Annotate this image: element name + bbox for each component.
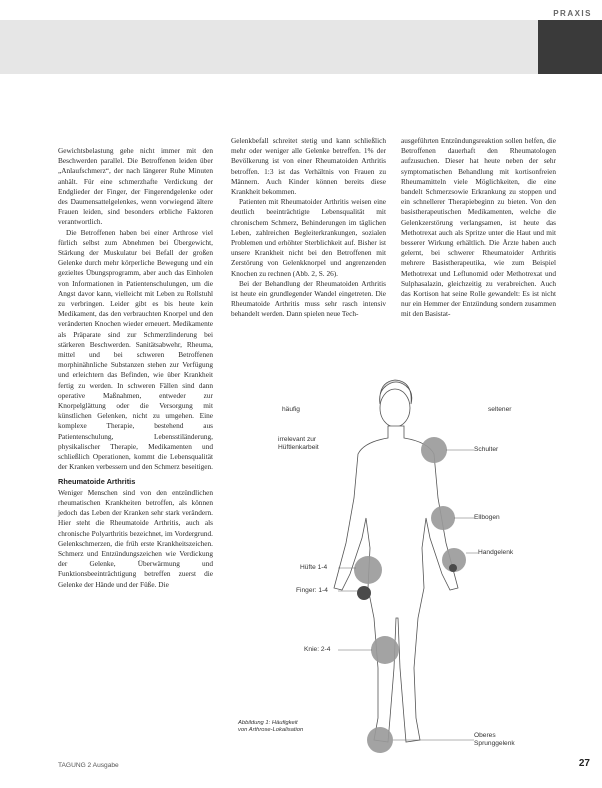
col2-paragraph-2: Patienten mit Rheumatoider Arthritis weisen eine deutlich beeinträchtigte Lebensqualität mit chronischem Schmerz, Behinderungen im täglichen Leben, zahlreichen Begleiterkrankungen, sozialen Problemen und erhöhter Sterblichkeit auf. Bisher ist unsere Krankheit nicht bei den Betroffenen mit Zerstörung von Gelenkknorpel und angrenzenden Knochen zu rechnen (Abb. 2, S. 26).: [231, 197, 386, 278]
header-band: [0, 20, 538, 74]
label-knie: Knie: 2-4: [304, 646, 331, 653]
page-number: 27: [578, 758, 590, 769]
text-column-3: [401, 136, 556, 320]
joint-knie: [371, 636, 399, 664]
col1-paragraph-3: Weniger Menschen sind von den entzündlichen rheumatischen Krankheiten betroffen, als können jedoch das Leben der Kranken sehr stark verändern. Hier steht die Rheumatoide Arthritis, auch als chronische Polyarthritis bezeichnet, im Vordergrund. Gelenkschmerzen, die früh erste Krankheitszeichen. Schmerz und Entzündungszeichen wie Verdickung der Gelenke, Überwärmung und Funktionsbeeinträchtigung betreffen zuerst die Gelenke der Hände und der Füße. Die: [58, 487, 213, 589]
col3-paragraph-1: ausgeführten Entzündungsreaktion sollen helfen, die Betroffenen dauerhaft den Rheumatologen aufzusuchen. Dieser hat heute neben der sehr symptomatischen Behandlung mit kortisonfreien Rheumamitteln viele Möglichkeiten, die eine bandelt Schmerzsowie Erkrankung zu stoppen und ein schnellerer Therapiebeginn zu bieten. Von den basistherapeutischen Medikamenten, welche die Gelenkzerstörung verlangsamen, ist heute das Methotrexat auch als Spritze unter die Haut und mit besserer Wirkung erhältlich. Die Ärzte haben auch gelernt, bei schwerer Rheumatoider Arthritis mehrere Basistherapeutika, wie zum Beispiel Methotrexat und Leflunomid oder Methotrexat und Sulphasalazin, gleichzeitig zu verabreichen. Auch das Kortison hat seine Rolle gewandelt: Es ist nicht nur ein Hemmer der Entzündung sondern zusammen mit den Basistat-: [401, 136, 556, 319]
header-dark-block: [538, 20, 602, 74]
label-finger: Finger: 1-4: [296, 587, 328, 594]
label-handgelenk: Handgelenk: [478, 549, 514, 556]
joint-ellbogen: [431, 506, 455, 530]
label-irrelevant: irrelevant zur Hüftlenkarbeit: [278, 436, 319, 451]
col1-paragraph-1: Gewichtsbelastung gehe nicht immer mit den Beschwerden parallel. Die Betroffenen leiden über „Anlaufschmerz“, der nach längerer Ruhe Minuten anhält. Für eine schmerzhafte Verdickung der Endglieder der Finger, der Fingerendgelenke oder des Daumensattelgelenkes, wenn vorwiegend ältere Frauen leiden, sind besonders erbliche Faktoren verantwortlich.: [58, 146, 213, 227]
joint-handgelenk-dot: [449, 564, 457, 572]
legend-haeufig: häufig: [282, 406, 300, 413]
joint-sprung: [367, 727, 393, 753]
torso-outline: [334, 426, 458, 742]
label-huefte: Hüfte 1-4: [300, 564, 328, 571]
head-outline: [380, 389, 410, 427]
joint-finger: [357, 586, 371, 600]
page-header: [0, 0, 602, 20]
body-illustration: [238, 368, 558, 764]
joint-schulter: [421, 437, 447, 463]
col1-paragraph-2: Die Betroffenen haben bei einer Arthrose viel fürlich selbst zum Abnehmen bei Übergewicht, Stärkung der Muskulatur bei Befall der großen Gelenke durch mehr körperliche Bewegung und ein gezieltes Übungsprogramm, aber auch das Einholen von Informationen in Patientenschulungen, um die Angst davor kann, vielleicht mit Leben zu Rollstuhl zu verbringen. Leider gibt es bis heute kein Medikament, das den verbrauchten Knorpel und den veränderten Knochen wieder erneuert. Medikamente als Präparate sind zur Schmerzlinderung bei stärkeren Beschwerden. Sanitätsabwehr, Rheuma, mittel und bei schweren Betroffenen morphinähnliche Substanzen stehen zur Verfügung und erleichtern das Befinden, wie über Krankheit fertig zu werden. In schweren Fällen sind dann operative Maßnahmen, entweder zur Knorpelglättung oder die Versorgung mit künstlichen Gelenken, nicht zu umgehen. Eine komplexe Therapie, bestehend aus Patientenschulung, Lebensstiländerung, physikalischer Therapie, Medikamenten und schließlich Operationen, kommt die Lebensqualität der Kranken verbessern und den Schmerz beseitigen.: [58, 227, 214, 472]
legend-seltener: seltener: [488, 406, 512, 413]
label-sprunggelenk: Oberes Sprunggelenk: [474, 732, 515, 747]
label-schulter: Schulter: [474, 446, 499, 453]
text-column-1: [58, 146, 213, 590]
footer-publication: TAGUNG 2 Ausgabe: [58, 762, 119, 769]
col2-paragraph-1: Gelenkbefall schreitet stetig und kann schließlich mehr oder weniger alle Gelenke betreffen. 1% der Bevölkerung ist von einer Rheumatoiden Arthritis betroffen. 1:3 ist das Verhältnis von Frauen zu Männern. Auch Kinder können bereits diese Krankheit bekommen.: [231, 136, 386, 197]
label-ellbogen: Ellbogen: [474, 514, 500, 521]
section-label: PRAXIS: [553, 9, 592, 18]
arthrosis-body-figure: [238, 368, 558, 764]
subheading-rheumatoide-arthritis: Rheumatoide Arthritis: [58, 476, 136, 486]
figure-caption: Abbildung 1: Häufigkeit von Arthrose-Lokalisation: [238, 720, 304, 733]
col2-paragraph-3: Bei der Behandlung der Rheumatoiden Arthritis ist heute ein grundlegender Wandel eingetreten. Die Rheumatoide Arthritis muss sehr rasch intensiv behandelt werden. Dann spielen neue Tech-: [231, 278, 386, 319]
joint-huefte: [354, 556, 382, 584]
text-column-2: [231, 136, 386, 320]
